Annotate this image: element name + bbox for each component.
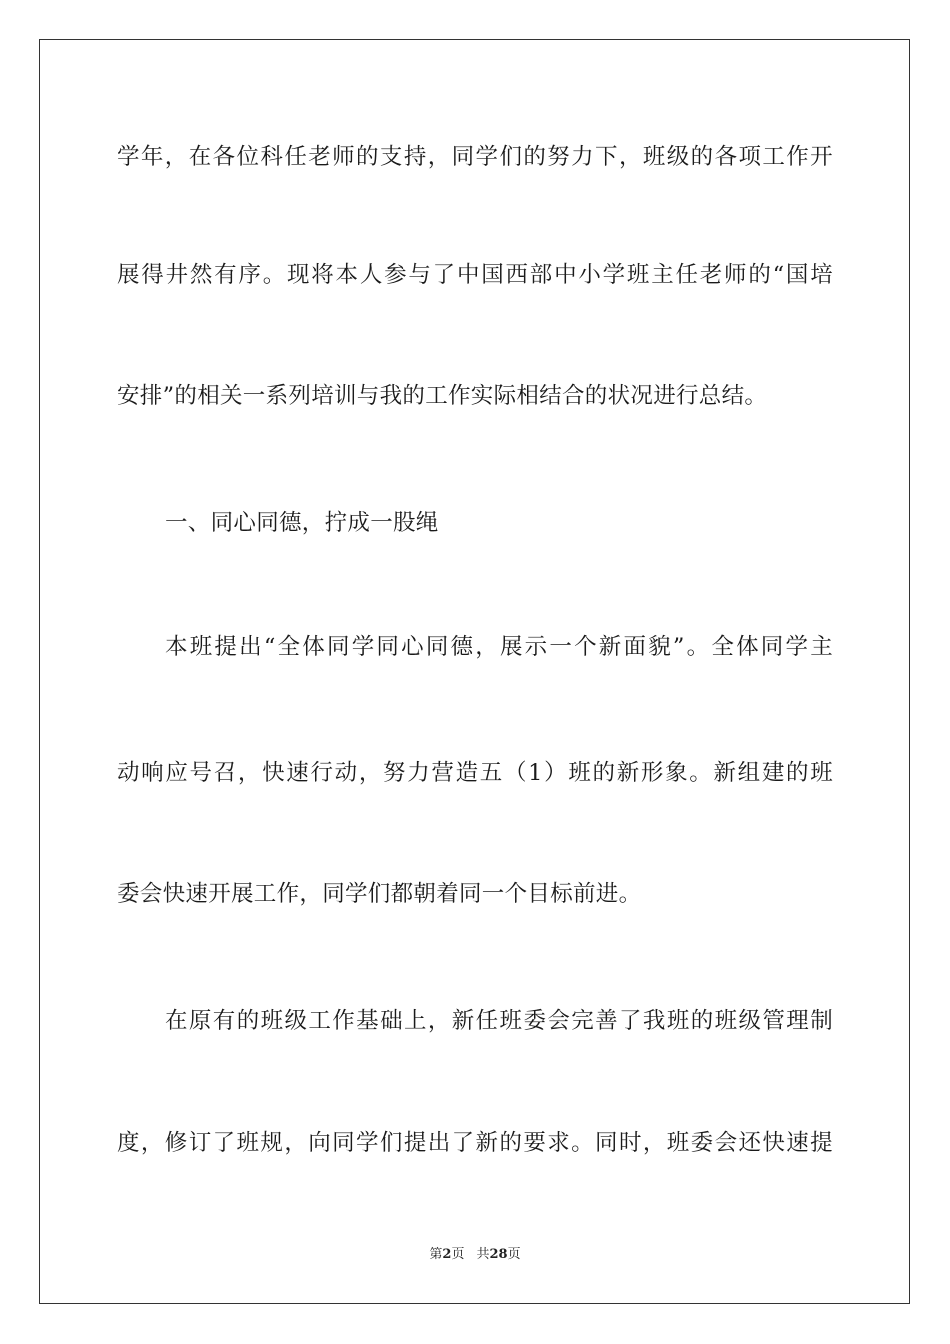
footer-total-suffix: 页 bbox=[507, 1247, 521, 1262]
paragraph-line-9: 度，修订了班规，向同学们提出了新的要求。同时，班委会还快速提 bbox=[117, 1130, 833, 1156]
footer-page-number: 2 bbox=[442, 1247, 452, 1262]
page-footer bbox=[0, 1246, 950, 1264]
section-heading: 一、同心同德，拧成一股绳 bbox=[165, 510, 439, 536]
footer-total-pages: 28 bbox=[489, 1247, 508, 1262]
paragraph-line-3: 安排”的相关一系列培训与我的工作实际相结合的状况进行总结。 bbox=[117, 383, 768, 409]
paragraph-line-2: 展得井然有序。现将本人参与了中国西部中小学班主任老师的“国培 bbox=[117, 262, 833, 288]
paragraph-line-8: 在原有的班级工作基础上，新任班委会完善了我班的班级管理制 bbox=[165, 1008, 833, 1034]
page-border bbox=[39, 39, 910, 1304]
footer-page-prefix: 第 bbox=[429, 1247, 443, 1262]
footer-page-suffix: 页 bbox=[451, 1247, 465, 1262]
paragraph-line-1: 学年，在各位科任老师的支持，同学们的努力下，班级的各项工作开 bbox=[117, 144, 833, 170]
paragraph-line-5: 本班提出“全体同学同心同德，展示一个新面貌”。全体同学主 bbox=[165, 634, 833, 660]
paragraph-line-7: 委会快速开展工作，同学们都朝着同一个目标前进。 bbox=[117, 881, 642, 907]
footer-total-prefix: 共 bbox=[476, 1247, 490, 1262]
paragraph-line-6: 动响应号召，快速行动，努力营造五（1）班的新形象。新组建的班 bbox=[117, 760, 833, 786]
